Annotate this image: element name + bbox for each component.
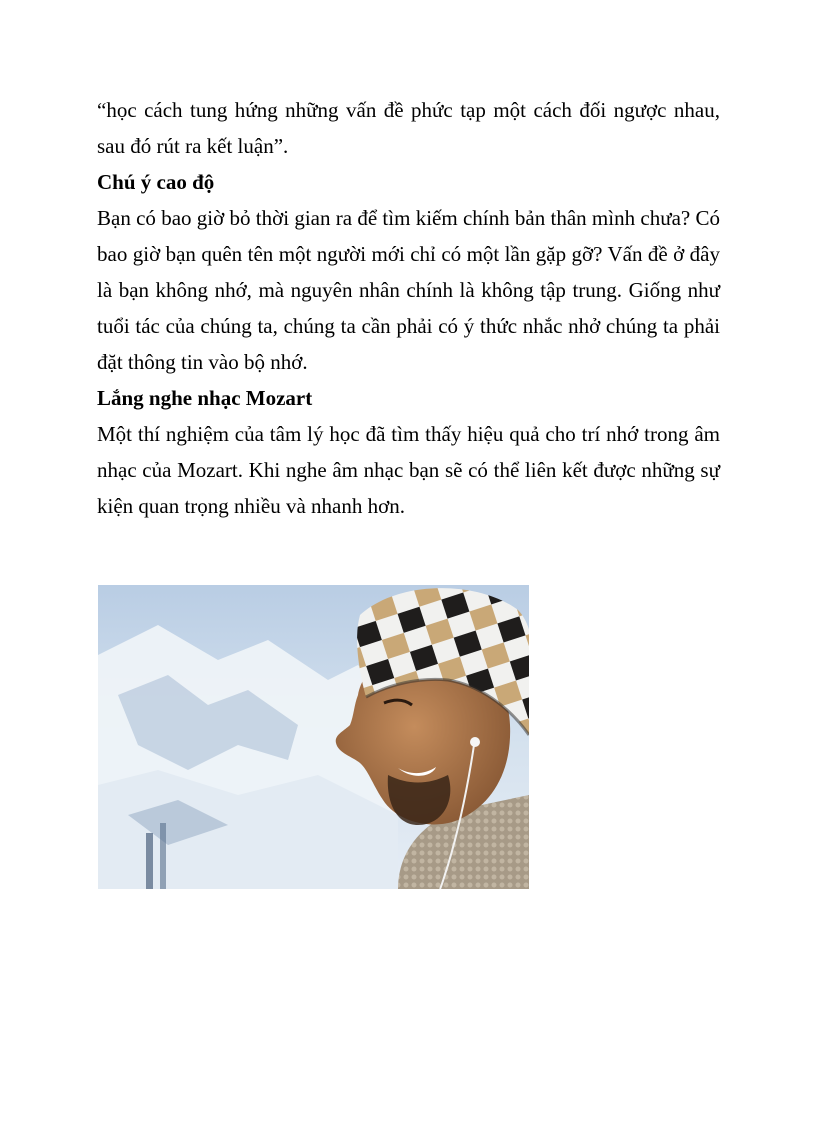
quote-paragraph: “học cách tung hứng những vấn đề phức tạp một cách đối ngược nhau, sau đó rút ra kết luận”. [97,98,720,158]
document-body [97,92,720,524]
earbud [470,737,480,747]
heading-attention: Chú ý cao độ [97,170,215,194]
attention-paragraph: Bạn có bao giờ bỏ thời gian ra để tìm kiếm chính bản thân mình chưa? Có bao giờ bạn quên tên một người mới chỉ có một lần gặp gỡ? Vấn đề ở đây là bạn không nhớ, mà nguyên nhân chính là không tập trung. Giống như tuổi tác của chúng ta, chúng ta cần phải có ý thức nhắc nhở chúng ta phải đặt thông tin vào bộ nhớ. [97,206,720,374]
mozart-paragraph: Một thí nghiệm của tâm lý học đã tìm thấy hiệu quả cho trí nhớ trong âm nhạc của Mozart. Khi nghe âm nhạc bạn sẽ có thể liên kết được những sự kiện quan trọng nhiều và nhanh hơn. [97,422,720,518]
heading-mozart: Lắng nghe nhạc Mozart [97,386,313,410]
photo-man-listening-music [98,585,529,889]
photo-illustration [98,585,529,889]
